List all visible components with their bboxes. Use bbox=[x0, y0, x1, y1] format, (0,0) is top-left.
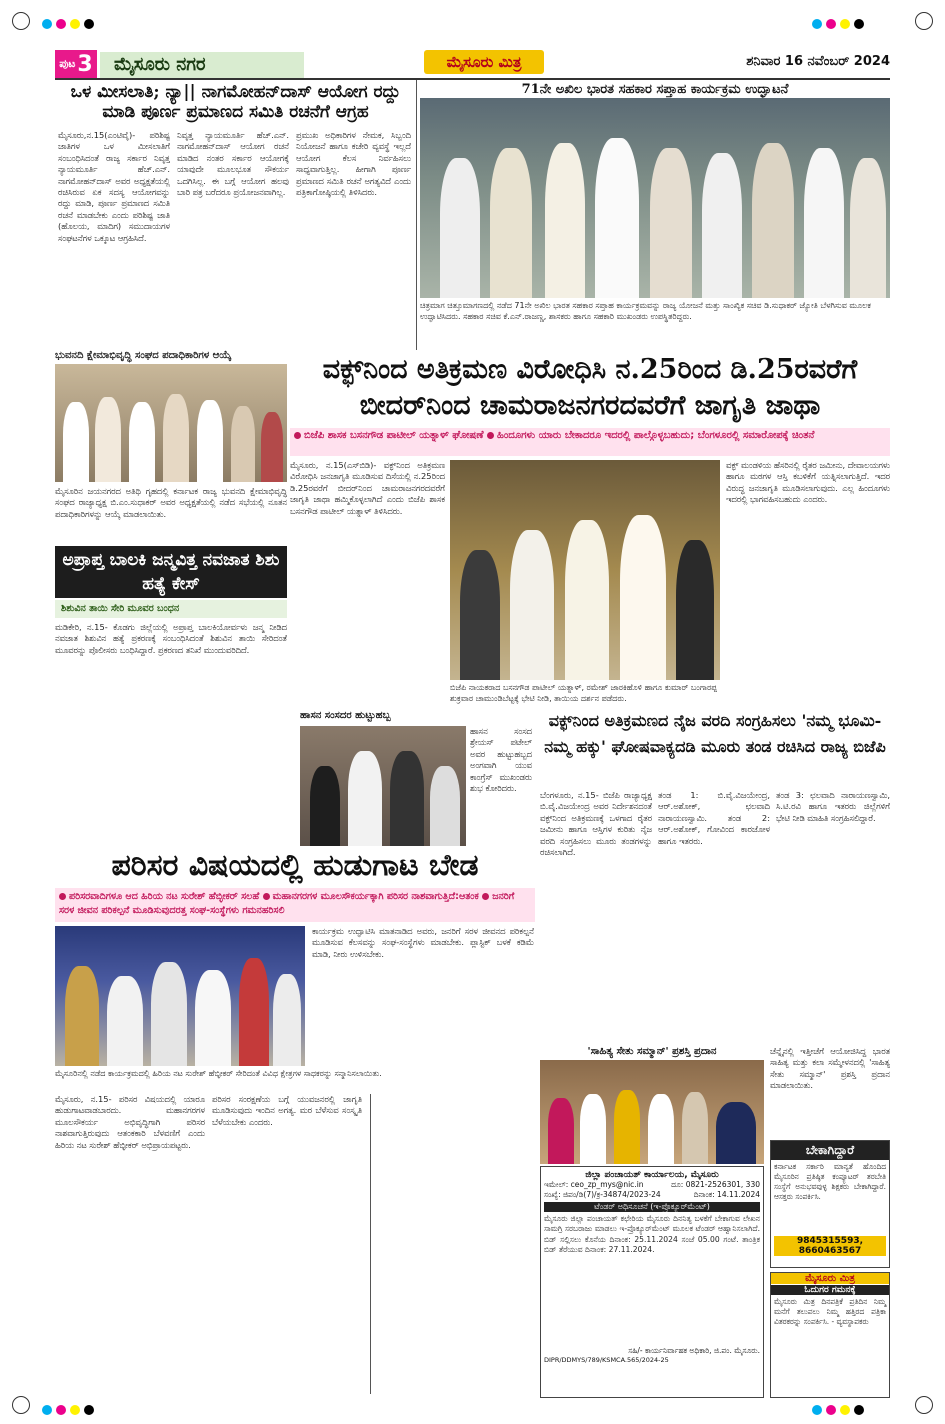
color-bar bbox=[810, 1400, 866, 1419]
classified-body: ಕರ್ನಾಟಕ ಸರ್ಕಾರಿ ಮಾನ್ಯತೆ ಹೊಂದಿದ ಮೈಸೂರಿನ ಪ್ರತಿಷ್ಠಿತ ಕಂಪ್ಯೂಟರ್ ತರಬೇತಿ ಸಂಸ್ಥೆಗೆ ಅನುಭವವುಳ್ಳ ಶಿಕ್ಷಕರು ಬೇಕಾಗಿದ್ದಾರೆ. ಆಸಕ್ತರು ಸಂಪರ್ಕಿಸಿ. bbox=[774, 1162, 886, 1201]
story-e-body: ಮಡಿಕೇರಿ, ನ.15- ಕೊಡಗು ಜಿಲ್ಲೆಯಲ್ಲಿ ಅಪ್ರಾಪ್ತ ಬಾಲಕಿಯೋರ್ವಳು ಜನ್ಮ ನೀಡಿದ ನವಜಾತ ಶಿಶುವಿನ ಹತ್ಯೆ ಪ್ರಕರಣಕ್ಕೆ ಸಂಬಂಧಿಸಿದಂತೆ ಶಿಶುವಿನ ತಾಯಿ ಸೇರಿದಂತೆ ಮೂವರನ್ನು ಪೊಲೀಸರು ಬಂಧಿಸಿದ್ದಾರೆ. ಪ್ರಕರಣದ ತನಿಖೆ ಮುಂದುವರಿದಿದೆ. bbox=[55, 622, 287, 655]
registration-mark-icon bbox=[12, 1396, 30, 1414]
registration-mark-icon bbox=[915, 12, 933, 30]
story-h-sub3: ಜನರಿಗೆ ಸರಳ ಜೀವನ ಪರಿಕಲ್ಪನೆ ಮೂಡಿಸುವುದರತ್ತ ಸಂಘ-ಸಂಸ್ಥೆಗಳು ಗಮನಹರಿಸಲಿ bbox=[59, 891, 515, 916]
subscribe-logo: ಮೈಸೂರು ಮಿತ್ರ bbox=[771, 1273, 889, 1284]
story-d-col3: ವಕ್ಫ್ ಮಂಡಳಿಯ ಹೆಸರಿನಲ್ಲಿ ರೈತರ ಜಮೀನು, ದೇವಾಲಯಗಳು ಹಾಗೂ ಮಠಗಳ ಆಸ್ತಿ ಕಬಳಿಕೆಗೆ ಯತ್ನಿಸಲಾಗುತ್ತಿದೆ. ಇದರ ವಿರುದ್ಧ ಜನಜಾಗೃತಿ ಮೂಡಿಸಲಾಗುವುದು. ಎಲ್ಲ ಹಿಂದೂಗಳು ಇದರಲ್ಲಿ ಭಾಗವಹಿಸಬಹುದು ಎಂದರು. bbox=[726, 460, 890, 505]
story-h-col1: ಮೈಸೂರು, ನ.15- ಪರಿಸರ ವಿಷಯದಲ್ಲಿ ಯಾರೂ ಹುಡುಗಾಟವಾಡಬಾರದು. ಮಹಾನಗರಗಳ ಮೂಲಸೌಕರ್ಯ ಅಭಿವೃದ್ಧಿಗಾಗಿ ಪರಿಸರ ನಾಶವಾಗುತ್ತಿರುವುದು ಆತಂಕಕಾರಿ ಬೆಳವಣಿಗೆ ಎಂದು ಹಿರಿಯ ನಟ ಸುರೇಶ್ ಹೆಬ್ಳೀಕರ್ ಅಭಿಪ್ರಾಯಪಟ್ಟರು. bbox=[55, 1094, 205, 1150]
tender-title: ಟೆಂಡರ್ ಅಧಿಸೂಚನೆ (ಇ-ಪ್ರೊಕ್ಯೂರ್‌ಮೆಂಟ್) bbox=[544, 1202, 760, 1212]
classified-ad bbox=[770, 1140, 890, 1268]
subscribe-body: ಮೈಸೂರು ಮಿತ್ರ ದಿನಪತ್ರಿಕೆ ಪ್ರತಿದಿನ ನಿಮ್ಮ ಮನೆಗೆ ತಲುಪಲು ನಿಮ್ಮ ಹತ್ತಿರದ ಪತ್ರಿಕಾ ವಿತರಕರನ್ನು ಸಂಪರ್ಕಿಸಿ. - ವ್ಯವಸ್ಥಾಪಕರು bbox=[774, 1297, 886, 1326]
color-bar bbox=[810, 14, 866, 33]
story-i-label: 'ಸಾಹಿತ್ಯ ಸೇತು ಸಮ್ಮಾನ್' ಪ್ರಶಸ್ತಿ ಪ್ರದಾನ bbox=[587, 1046, 717, 1057]
section-title: ಮೈಸೂರು ನಗರ bbox=[100, 52, 304, 78]
bullet-icon bbox=[482, 893, 489, 900]
story-a-col1: ಮೈಸೂರು,ನ.15(ಎಂಟಿವೈ)- ಪರಿಶಿಷ್ಟ ಜಾತಿಗಳ ಒಳ ಮೀಸಲಾತಿಗೆ ಸಂಬಂಧಿಸಿದಂತೆ ರಾಜ್ಯ ಸರ್ಕಾರ ನಿವೃತ್ತ ನ್ಯಾಯಮೂರ್ತಿ ಹೆಚ್.ಎನ್. ನಾಗಮೋಹನ್‌ದಾಸ್ ಅವರ ಅಧ್ಯಕ್ಷತೆಯಲ್ಲಿ ರಚಿಸಿರುವ ಏಕ ಸದಸ್ಯ ಆಯೋಗವನ್ನು ರದ್ದು ಮಾಡಿ, ಪೂರ್ಣ ಪ್ರಮಾಣದ ಸಮಿತಿ ರಚನೆ ಮಾಡಬೇಕು ಎಂದು ಪರಿಶಿಷ್ಟ ಜಾತಿ (ಹೊಲಯ, ಮಾದಿಗ) ಸಮುದಾಯಗಳ ಸಂಘಟನೆಗಳ ಒಕ್ಕೂಟ ಆಗ್ರಹಿಸಿದೆ. bbox=[58, 130, 170, 243]
story-g-col3: ತಂಡ 3: ಛಲವಾದಿ ನಾರಾಯಣಸ್ವಾಮಿ, ಸಿ.ಟಿ.ರವಿ ಹಾಗೂ ಇತರರು ಜಿಲ್ಲೆಗಳಿಗೆ ಭೇಟಿ ನೀಡಿ ಮಾಹಿತಿ ಸಂಗ್ರಹಿಸಲಿದ್ದಾರೆ. bbox=[776, 790, 890, 823]
story-d-sub1: ಬಿಜೆಪಿ ಶಾಸಕ ಬಸನಗೌಡ ಪಾಟೀಲ್ ಯತ್ನಾಳ್ ಘೋಷಣೆ bbox=[304, 430, 484, 441]
story-h-headline: ಪರಿಸರ ವಿಷಯದಲ್ಲಿ ಹುಡುಗಾಟ ಬೇಡ bbox=[111, 848, 479, 883]
tender-dipr: DIPR/DDMYS/789/KSMCA.565/2024-25 bbox=[544, 1356, 669, 1364]
story-d-col1: ಮೈಸೂರು, ನ.15(ಎಸ್‌ಬಿಡಿ)- ವಕ್ಫ್‌ನಿಂದ ಅತಿಕ್ರಮಣ ವಿರೋಧಿಸಿ ಜನಜಾಗೃತಿ ಮೂಡಿಸುವ ದಿಸೆಯಲ್ಲಿ ನ.25ರಿಂದ ಡಿ.25ರವರೆಗೆ ಬೀದರ್‌ನಿಂದ ಚಾಮರಾಜನಗರದವರೆಗೆ ಜಾಗೃತಿ ಜಾಥಾ ಹಮ್ಮಿಕೊಳ್ಳಲಾಗಿದೆ ಎಂದು ಬಿಜೆಪಿ ಶಾಸಕ ಬಸನಗೌಡ ಪಾಟೀಲ್ ಯತ್ನಾಳ್ ತಿಳಿಸಿದರು. bbox=[290, 460, 445, 516]
tender-ref-row bbox=[544, 1190, 760, 1200]
bullet-icon bbox=[59, 893, 66, 900]
story-i-photo bbox=[540, 1060, 764, 1164]
tender-date: ದಿನಾಂಕ: 14.11.2024 bbox=[693, 1190, 760, 1199]
masthead-rule bbox=[55, 78, 890, 80]
publication-date: ಶನಿವಾರ 16 ನವೆಂಬರ್ 2024 bbox=[746, 54, 890, 69]
page-label: ಪುಟ bbox=[59, 57, 76, 70]
story-i-body: ಚೆನ್ನೈನಲ್ಲಿ ಇತ್ತೀಚೆಗೆ ಆಯೋಜಿಸಿದ್ದ ಭಾರತ ಸಾಹಿತ್ಯ ಮತ್ತು ಕಲಾ ಸಮ್ಮೇಳನದಲ್ಲಿ 'ಸಾಹಿತ್ಯ ಸೇತು ಸಮ್ಮಾನ್' ಪ್ರಶಸ್ತಿ ಪ್ರದಾನ ಮಾಡಲಾಯಿತು. bbox=[770, 1046, 890, 1091]
story-h-col2: ಕಾರ್ಯಕ್ರಮ ಉದ್ಘಾಟಿಸಿ ಮಾತನಾಡಿದ ಅವರು, ಜನರಿಗೆ ಸರಳ ಜೀವನದ ಪರಿಕಲ್ಪನೆ ಮೂಡಿಸುವ ಕೆಲಸವನ್ನು ಸಂಘ-ಸಂಸ್ಥೆಗಳು ಮಾಡಬೇಕು. ಪ್ಲಾಸ್ಟಿಕ್ ಬಳಕೆ ಕಡಿಮೆ ಮಾಡಿ, ನೀರು ಉಳಿಸಬೇಕು. bbox=[312, 926, 534, 959]
subscribe-header: ಓದುಗರ ಗಮನಕ್ಕೆ bbox=[771, 1285, 889, 1295]
story-f-label: ಹಾಸನ ಸಂಸದರ ಹುಟ್ಟುಹಬ್ಬ bbox=[300, 710, 391, 721]
story-h-sub1: ಪರಿಸರವಾದಿಗಳೂ ಆದ ಹಿರಿಯ ನಟ ಸುರೇಶ್ ಹೆಬ್ಳೀಕರ್ ಸಲಹೆ bbox=[69, 891, 260, 902]
subscribe-box bbox=[770, 1272, 890, 1398]
bullet-icon bbox=[263, 893, 270, 900]
color-bar bbox=[40, 14, 96, 33]
story-a-col2: ನಿವೃತ್ತ ನ್ಯಾಯಮೂರ್ತಿ ಹೆಚ್.ಎನ್. ನಾಗಮೋಹನ್‌ದಾಸ್ ಆಯೋಗ ರಚನೆ ಮಾಡಿದ ನಂತರ ಸರ್ಕಾರ ಆಯೋಗಕ್ಕೆ ಯಾವುದೇ ಮೂಲಭೂತ ಸೌಕರ್ಯ ಒದಗಿಸಿಲ್ಲ. ಈ ಬಗ್ಗೆ ಆಯೋಗ ಹಲವು ಬಾರಿ ಪತ್ರ ಬರೆದರೂ ಪ್ರಯೋಜನವಾಗಿಲ್ಲ. bbox=[177, 130, 289, 198]
story-b-caption: ಚಿತ್ರಮಾಗ ಚಿತ್ತೂಮಾಗಣದಲ್ಲಿ ನಡೆದ 71ನೇ ಅಖಿಲ ಭಾರತ ಸಹಕಾರ ಸಪ್ತಾಹ ಕಾರ್ಯಕ್ರಮವನ್ನು ರಾಜ್ಯ ಯೋಜನೆ ಮತ್ತು ಸಾಂಖ್ಯಿಕ ಸಚಿವ ಡಿ.ಸುಧಾಕರ್ ಜ್ಯೋತಿ ಬೆಳಗಿಸುವ ಮೂಲಕ ಉದ್ಘಾಟಿಸಿದರು. ಸಹಕಾರ ಸಚಿವ ಕೆ.ಎನ್.ರಾಜಣ್ಣ, ಶಾಸಕರು ಹಾಗೂ ಸಹಕಾರಿ ಮುಖಂಡರು ಉಪಸ್ಥಿತರಿದ್ದರು. bbox=[420, 301, 871, 321]
story-g-col2: ತಂಡ 1: ಬಿ.ವೈ.ವಿಜಯೇಂದ್ರ, ಆರ್.ಅಶೋಕ್, ಛಲವಾದಿ ನಾರಾಯಣಸ್ವಾಮಿ. ತಂಡ 2: ಆರ್.ಅಶೋಕ್, ಗೋವಿಂದ ಕಾರಜೋಳ ಹಾಗೂ ಇತರರು. bbox=[658, 790, 770, 846]
column-divider bbox=[370, 1094, 371, 1394]
registration-mark-icon bbox=[12, 12, 30, 30]
story-d-sub2: ಹಿಂದೂಗಳು ಯಾರು ಬೇಕಾದರೂ ಇದರಲ್ಲಿ ಪಾಲ್ಗೊಳ್ಳಬಹುದು; ಬೆಂಗಳೂರಲ್ಲಿ ಸಮಾರೋಪಕ್ಕೆ ಚಿಂತನೆ bbox=[496, 430, 815, 441]
tender-notice bbox=[540, 1166, 764, 1398]
classified-phone: 9845315593, 8660463567 bbox=[774, 1236, 886, 1256]
tender-contact bbox=[544, 1180, 760, 1190]
page-number: 3 bbox=[77, 51, 93, 77]
story-h-subheadings bbox=[55, 888, 535, 922]
story-b-photo bbox=[420, 98, 890, 298]
story-d-headline: ವಕ್ಫ್‌ನಿಂದ ಅತಿಕ್ರಮಣ ವಿರೋಧಿಸಿ ನ.25ರಿಂದ ಡಿ.25ರವರೆಗೆ ಬೀದರ್‌ನಿಂದ ಚಾಮರಾಜನಗರದವರೆಗೆ ಜಾಗೃತಿ ಜಾಥಾ bbox=[322, 354, 858, 421]
tender-signature: ಸಹಿ/- ಕಾರ್ಯನಿರ್ವಾಹಕ ಅಧಿಕಾರಿ, ಜಿ.ಪಂ. ಮೈಸೂರು. bbox=[628, 1346, 760, 1355]
story-g-headline: ವಕ್ಫ್‌ನಿಂದ ಅತಿಕ್ರಮಣದ ನೈಜ ವರದಿ ಸಂಗ್ರಹಿಸಲು 'ನಮ್ಮ ಭೂಮಿ- ನಮ್ಮ ಹಕ್ಕು' ಘೋಷವಾಕ್ಯದಡಿ ಮೂರು ತಂಡ ರಚಿಸಿದ ರಾಜ್ಯ ಬಿಜೆಪಿ bbox=[544, 711, 886, 756]
story-g-col1: ಬೆಂಗಳೂರು, ನ.15- ಬಿಜೆಪಿ ರಾಜ್ಯಾಧ್ಯಕ್ಷ ಬಿ.ವೈ.ವಿಜಯೇಂದ್ರ ಅವರ ನಿರ್ದೇಶನದಂತೆ ವಕ್ಫ್‌ನಿಂದ ಅತಿಕ್ರಮಣಕ್ಕೆ ಒಳಗಾದ ರೈತರ ಜಮೀನು ಹಾಗೂ ಆಸ್ತಿಗಳ ಕುರಿತು ನೈಜ ವರದಿ ಸಂಗ್ರಹಿಸಲು ಮೂರು ತಂಡಗಳನ್ನು ರಚಿಸಲಾಗಿದೆ. bbox=[540, 790, 652, 858]
story-h-col3: ಪರಿಸರ ಸಂರಕ್ಷಣೆಯ ಬಗ್ಗೆ ಯುವಜನರಲ್ಲಿ ಜಾಗೃತಿ ಮೂಡಿಸುವುದು ಇಂದಿನ ಅಗತ್ಯ. ಮರ ಬೆಳೆಸುವ ಸಂಸ್ಕೃತಿ ಬೆಳೆಯಬೇಕು ಎಂದರು. bbox=[212, 1094, 362, 1127]
story-e-sub: ಶಿಶುವಿನ ತಾಯಿ ಸೇರಿ ಮೂವರ ಬಂಧನ bbox=[55, 600, 287, 618]
story-b-headline: 71ನೇ ಅಖಿಲ ಭಾರತ ಸಹಕಾರ ಸಪ್ತಾಹ ಕಾರ್ಯಕ್ರಮ ಉದ್ಘಾಟನೆ bbox=[521, 82, 789, 97]
story-h-sub2: ಮಹಾನಗರಗಳ ಮೂಲಸೌಕರ್ಯಕ್ಕಾಗಿ ಪರಿಸರ ನಾಶವಾಗುತ್ತಿದೆ:ಆತಂಕ bbox=[272, 891, 479, 902]
tender-ref: ಸಂಖ್ಯೆ: ಜಿಪಂ/ಡಿ(7)/ಕ್ರ-34874/2023-24 bbox=[544, 1190, 661, 1199]
paper-logo: ಮೈಸೂರು ಮಿತ್ರ bbox=[424, 50, 544, 74]
story-a-headline: ಒಳ ಮೀಸಲಾತಿ; ನ್ಯಾ|| ನಾಗಮೋಹನ್‌ದಾಸ್ ಆಯೋಗ ರದ್ದು ಮಾಡಿ ಪೂರ್ಣ ಪ್ರಮಾಣದ ಸಮಿತಿ ರಚನೆಗೆ ಆಗ್ರಹ bbox=[70, 82, 401, 122]
tender-office: ಜಿಲ್ಲಾ ಪಂಚಾಯತ್ ಕಾರ್ಯಾಲಯ, ಮೈಸೂರು bbox=[585, 1170, 719, 1180]
bullet-icon bbox=[294, 432, 301, 439]
bullet-icon bbox=[487, 432, 494, 439]
story-h-photo bbox=[55, 926, 305, 1066]
classified-header: ಬೇಕಾಗಿದ್ದಾರೆ bbox=[771, 1141, 889, 1160]
story-f-photo bbox=[300, 726, 466, 846]
story-a-col3: ಪ್ರಮುಖ ಅಧಿಕಾರಿಗಳ ನೇಮಕ, ಸಿಬ್ಬಂದಿ ನಿಯೋಜನೆ ಹಾಗೂ ಕಚೇರಿ ವ್ಯವಸ್ಥೆ ಇಲ್ಲದೆ ಆಯೋಗ ಕೆಲಸ ನಿರ್ವಹಿಸಲು ಸಾಧ್ಯವಾಗುತ್ತಿಲ್ಲ. ಹೀಗಾಗಿ ಪೂರ್ಣ ಪ್ರಮಾಣದ ಸಮಿತಿ ರಚನೆ ಅಗತ್ಯವಿದೆ ಎಂದು ಪತ್ರಿಕಾಗೋಷ್ಠಿಯಲ್ಲಿ ತಿಳಿಸಿದರು. bbox=[296, 130, 411, 198]
tender-email: ಇಮೇಲ್: ceo_zp_mys@nic.in bbox=[544, 1180, 644, 1189]
story-d-photo bbox=[450, 460, 720, 680]
story-d-caption: ಬಿಜೆಪಿ ನಾಯಕರಾದ ಬಸನಗೌಡ ಪಾಟೀಲ್ ಯತ್ನಾಳ್, ರಮೇಶ್ ಜಾರಕಿಹೊಳಿ ಹಾಗೂ ಕುಮಾರ್ ಬಂಗಾರಪ್ಪ ಶುಕ್ರವಾರ ಚಾಮುಂಡಿಬೆಟ್ಟಕ್ಕೆ ಭೇಟಿ ನೀಡಿ, ತಾಯಿಯ ದರ್ಶನ ಪಡೆದರು. bbox=[450, 683, 717, 703]
color-bar bbox=[40, 1400, 96, 1419]
story-h-caption: ಮೈಸೂರಿನಲ್ಲಿ ನಡೆದ ಕಾರ್ಯಕ್ರಮದಲ್ಲಿ ಹಿರಿಯ ನಟ ಸುರೇಶ್ ಹೆಬ್ಳೀಕರ್ ಸೇರಿದಂತೆ ವಿವಿಧ ಕ್ಷೇತ್ರಗಳ ಸಾಧಕರನ್ನು ಸನ್ಮಾನಿಸಲಾಯಿತು. bbox=[55, 1069, 382, 1078]
story-f-body: ಹಾಸನ ಸಂಸದ ಶ್ರೇಯಸ್ ಪಟೇಲ್ ಅವರ ಹುಟ್ಟುಹಬ್ಬದ ಅಂಗವಾಗಿ ಯುವ ಕಾಂಗ್ರೆಸ್ ಮುಖಂಡರು ಶುಭ ಕೋರಿದರು. bbox=[470, 726, 532, 794]
story-d-subheadings bbox=[290, 428, 890, 456]
tender-body: ಮೈಸೂರು ಜಿಲ್ಲಾ ಪಂಚಾಯತ್ ಕಛೇರಿಯ ಮೈಸೂರು ದಿನನಿತ್ಯ ಬಳಕೆಗೆ ಬೇಕಾಗುವ ಲೇಖನ ಸಾಮಗ್ರಿ ಸರಬರಾಜು ಮಾಡಲು ಇ-ಪ್ರೊಕ್ಯೂರ್‌ಮೆಂಟ್ ಮೂಲಕ ಟೆಂಡರ್ ಆಹ್ವಾನಿಸಲಾಗಿದೆ. ಬಿಡ್ ಸಲ್ಲಿಸಲು ಕೊನೆಯ ದಿನಾಂಕ: 25.11.2024 ಸಂಜೆ 05.00 ಗಂಟೆ. ತಾಂತ್ರಿಕ ಬಿಡ್ ತೆರೆಯುವ ದಿನಾಂಕ: 27.11.2024. bbox=[544, 1214, 760, 1255]
story-c-body: ಮೈಸೂರಿನ ಜಯನಗರದ ಅತಿಥಿ ಗೃಹದಲ್ಲಿ ಕರ್ನಾಟಕ ರಾಜ್ಯ ಭುವನದಿ ಕ್ಷೇಮಾಭಿವೃದ್ಧಿ ಸಂಘದ ರಾಜ್ಯಾಧ್ಯಕ್ಷ ಬಿ.ಎಂ.ಸುಧಾಕರ್ ಅವರ ಅಧ್ಯಕ್ಷತೆಯಲ್ಲಿ ನಡೆದ ಸಭೆಯಲ್ಲಿ ನೂತನ ಪದಾಧಿಕಾರಿಗಳನ್ನು ಆಯ್ಕೆ ಮಾಡಲಾಯಿತು. bbox=[55, 486, 287, 519]
page-number-badge bbox=[55, 50, 97, 78]
story-c-label: ಭುವನದಿ ಕ್ಷೇಮಾಭಿವೃದ್ಧಿ ಸಂಘದ ಪದಾಧಿಕಾರಿಗಳ ಆಯ್ಕೆ bbox=[55, 350, 232, 361]
column-divider bbox=[416, 80, 417, 350]
story-e-headline: ಅಪ್ರಾಪ್ತ ಬಾಲಕಿ ಜನ್ಮವಿತ್ತ ನವಜಾತ ಶಿಶು ಹತ್ಯೆ ಕೇಸ್ bbox=[55, 546, 287, 598]
registration-mark-icon bbox=[915, 1396, 933, 1414]
story-c-photo bbox=[55, 364, 287, 482]
tender-phone: ದೂ: 0821-2526301, 330 bbox=[671, 1180, 760, 1189]
